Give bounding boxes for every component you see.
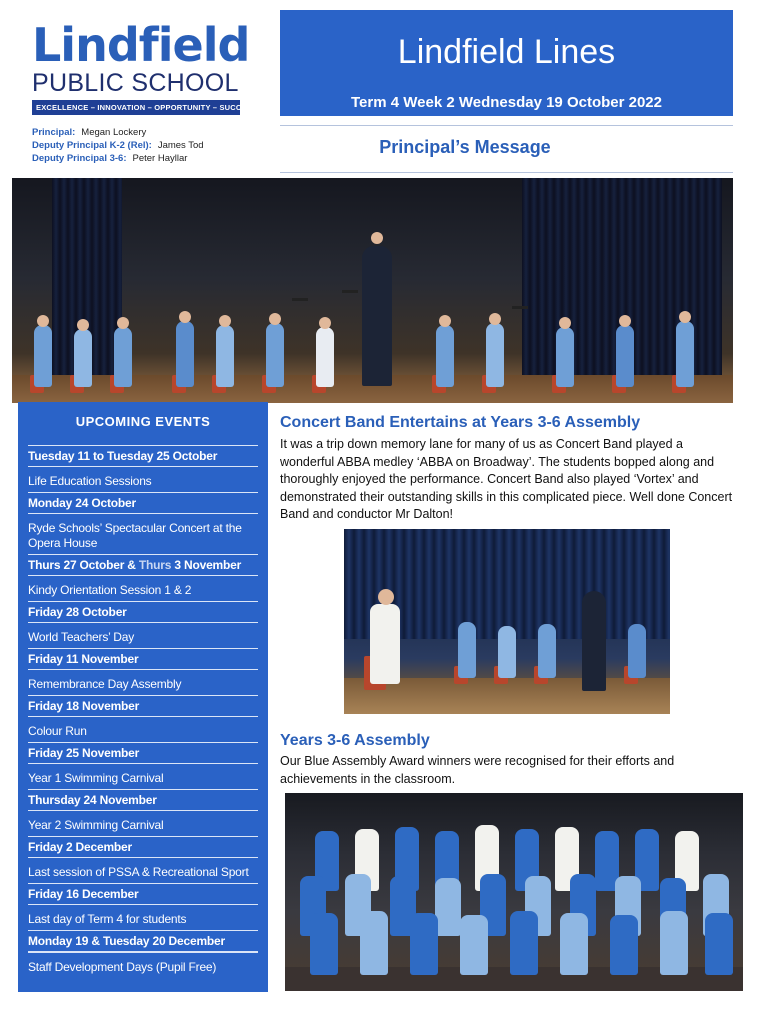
staff-name: Megan Lockery xyxy=(81,127,147,138)
event-item xyxy=(28,467,258,514)
article-body: Our Blue Assembly Award winners were recognised for their efforts and achievements in the classroom. xyxy=(280,754,675,786)
event-item xyxy=(28,905,258,952)
event-date: Friday 18 November xyxy=(28,695,258,716)
newsletter-title: Lindfield Lines xyxy=(397,33,616,71)
article-heading: Concert Band Entertains at Years 3-6 Assembly xyxy=(280,414,641,431)
staff-row xyxy=(32,152,204,165)
event-name: Remembrance Day Assembly xyxy=(28,677,182,691)
staff-role: Deputy Principal 3-6: xyxy=(32,153,127,164)
event-name: Year 2 Swimming Carnival xyxy=(28,818,164,832)
principals-message-title: Principal’s Message xyxy=(379,137,551,157)
event-date-extra: Thurs xyxy=(138,558,172,572)
event-date: Monday 24 October xyxy=(28,492,258,513)
logo-name: Lindfield xyxy=(32,18,250,72)
logo-tagline: EXCELLENCE – INNOVATION – OPPORTUNITY – SUCCESS xyxy=(32,100,240,115)
event-date: Monday 19 & Tuesday 20 December xyxy=(28,930,258,951)
staff-name: James Tod xyxy=(157,140,204,151)
event-item xyxy=(28,858,258,905)
assembly-award-winners-photo xyxy=(285,793,743,991)
article-heading: Years 3-6 Assembly xyxy=(280,732,430,749)
event-name: Colour Run xyxy=(28,724,87,738)
events-title: UPCOMING EVENTS xyxy=(75,414,211,429)
staff-list xyxy=(32,126,204,165)
event-item xyxy=(28,576,258,623)
divider xyxy=(280,125,733,126)
event-item xyxy=(28,811,258,858)
staff-row xyxy=(32,126,204,139)
event-item xyxy=(28,717,258,764)
event-item xyxy=(28,623,258,670)
event-date: Friday 28 October xyxy=(28,601,258,622)
conductor xyxy=(362,246,392,386)
event-item xyxy=(28,445,258,467)
upcoming-events-panel xyxy=(18,402,268,992)
event-date-start: Thurs 27 October & xyxy=(28,558,136,572)
event-name: Staff Development Days (Pupil Free) xyxy=(28,952,258,975)
newsletter-date: Term 4 Week 2 Wednesday 19 October 2022 xyxy=(351,94,662,111)
event-item xyxy=(28,514,258,576)
event-name: Year 1 Swimming Carnival xyxy=(28,771,164,785)
event-item xyxy=(28,952,258,975)
event-date xyxy=(28,554,258,575)
event-name: World Teachers’ Day xyxy=(28,630,135,644)
staff-role: Principal: xyxy=(32,127,76,138)
event-name: Ryde Schools’ Spectacular Concert at the Opera House xyxy=(28,521,242,550)
concert-band-photo xyxy=(12,178,733,403)
event-date: Friday 25 November xyxy=(28,742,258,763)
newsletter-masthead xyxy=(280,10,733,116)
event-item xyxy=(28,670,258,717)
event-date: Friday 11 November xyxy=(28,648,258,669)
staff-name: Peter Hayllar xyxy=(132,153,188,164)
event-name: Kindy Orientation Session 1 & 2 xyxy=(28,583,192,597)
article-body: It was a trip down memory lane for many of us as Concert Band played a wonderful ABBA medley ‘ABBA on Broadway’. The students bopped along and thoroughly enjoyed the performance. Concert Band also played ‘Vortex’ and demonstrated their outstanding skills in this complicated piece. Well done Concert Band and conductor Mr Dalton! xyxy=(280,437,733,521)
event-date: Thursday 24 November xyxy=(28,789,258,810)
staff-role: Deputy Principal K-2 (Rel): xyxy=(32,140,152,151)
staff-row xyxy=(32,139,204,152)
event-date-end: 3 November xyxy=(174,558,242,572)
school-logo xyxy=(32,18,258,115)
divider xyxy=(280,172,733,173)
conductor xyxy=(582,591,606,691)
event-name: Life Education Sessions xyxy=(28,474,152,488)
event-date: Friday 2 December xyxy=(28,836,258,857)
event-item xyxy=(28,764,258,811)
event-date: Tuesday 11 to Tuesday 25 October xyxy=(28,445,258,466)
event-name: Last day of Term 4 for students xyxy=(28,912,187,926)
event-date: Friday 16 December xyxy=(28,883,258,904)
logo-subtitle: PUBLIC SCHOOL xyxy=(32,69,239,97)
concert-band-photo-2 xyxy=(344,529,670,714)
event-name: Last session of PSSA & Recreational Sport xyxy=(28,865,249,879)
